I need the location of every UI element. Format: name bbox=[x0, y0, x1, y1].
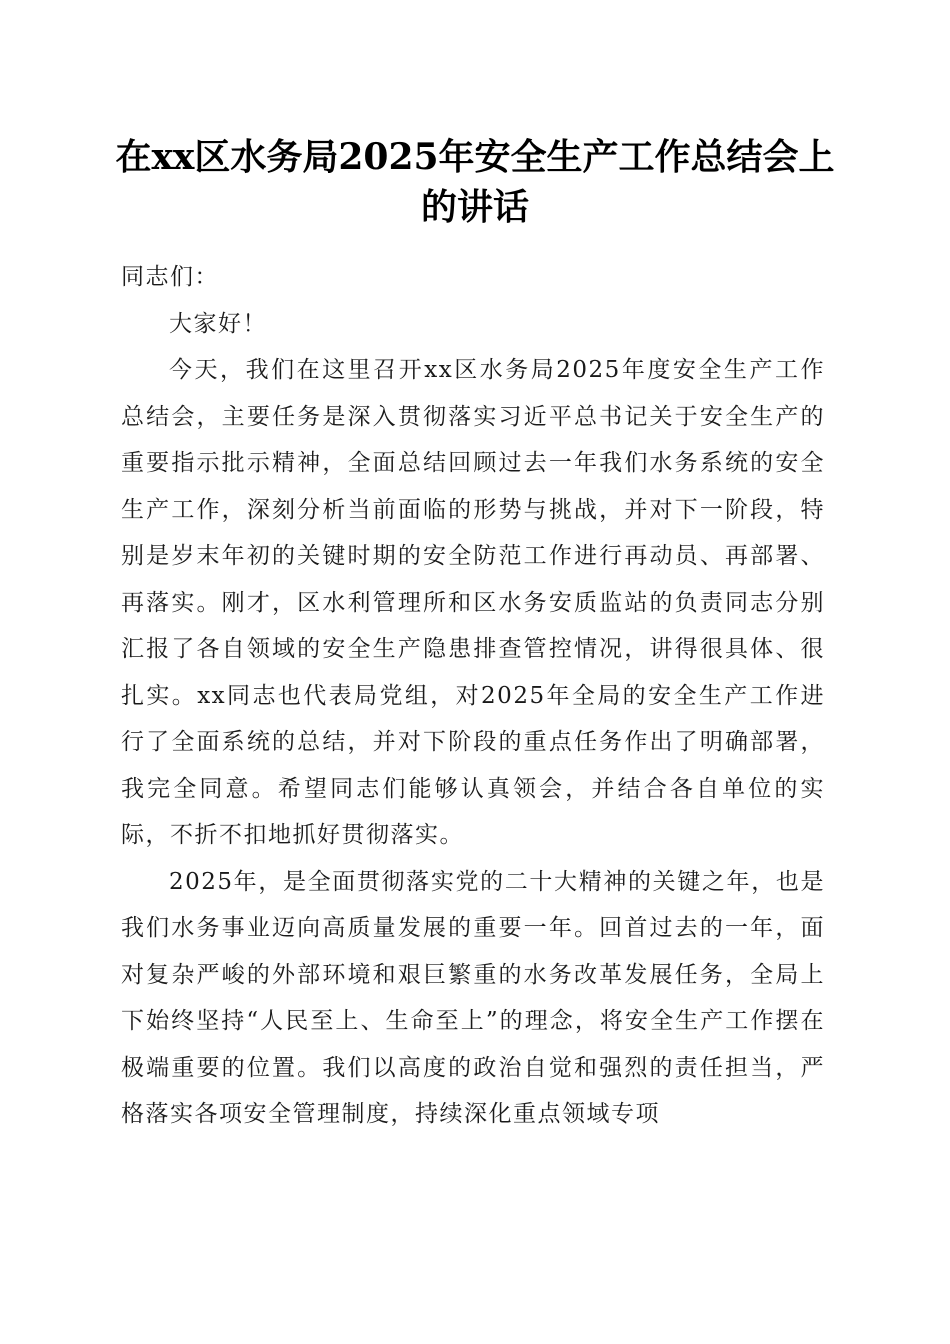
body-paragraph: 2025年，是全面贯彻落实党的二十大精神的关键之年，也是我们水务事业迈向高质量发展的重要一年。回首过去的一年，面对复杂严峻的外部环境和艰巨繁重的水务改革发展任务，全局上下始终坚持“人民至上、生命至上”的理念，将安全生产工作摆在极端重要的位置。我们以高度的政治自觉和强烈的责任担当，严格落实各项安全管理制度，持续深化重点领域专项 bbox=[121, 868, 825, 1127]
greeting: 大家好！ bbox=[169, 310, 267, 337]
body-paragraph: 今天，我们在这里召开xx区水务局2025年度安全生产工作总结会，主要任务是深入贯彻落实习近平总书记关于安全生产的重要指示批示精神，全面总结回顾过去一年我们水务系统的安全生产工作，深刻分析当前面临的形势与挑战，并对下一阶段，特别是岁末年初的关键时期的安全防范工作进行再动员、再部署、再落实。刚才，区水利管理所和区水务安质监站的负责同志分别汇报了各自领域的安全生产隐患排查管控情况，讲得很具体、很扎实。xx同志也代表局党组，对2025年全局的安全生产工作进行了全面系统的总结，并对下阶段的重点任务作出了明确部署，我完全同意。希望同志们能够认真领会，并结合各自单位的实际，不折不扣地抓好贯彻落实。 bbox=[121, 357, 825, 848]
salutation: 同志们： bbox=[121, 264, 219, 290]
document-body bbox=[121, 254, 825, 1138]
document-title: 在xx区水务局2025年安全生产工作总结会上的讲话 bbox=[115, 136, 835, 228]
